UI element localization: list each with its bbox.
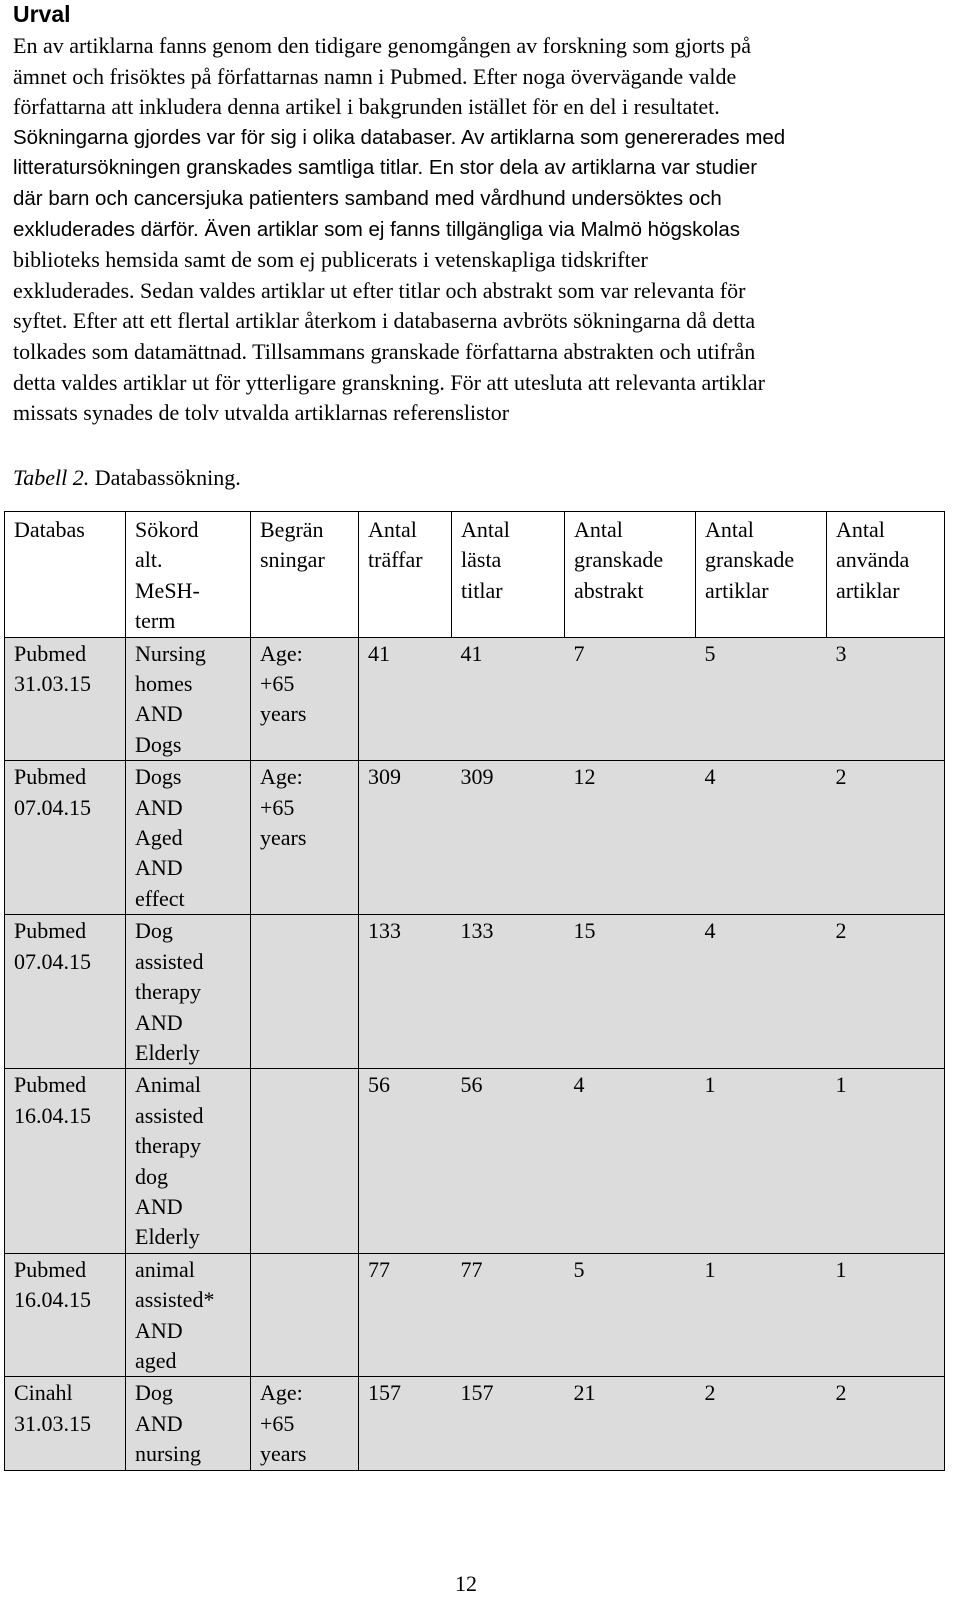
abstracts-cell: 5	[565, 1253, 696, 1377]
header-cell-line: term	[135, 608, 176, 634]
articles-cell: 2	[696, 1377, 827, 1470]
limits-cell	[251, 1377, 359, 1470]
search-terms-cell-line: Dog	[135, 918, 173, 944]
header-cell-line: granskade	[574, 547, 664, 573]
caption-text: Databassökning.	[89, 465, 241, 490]
abstracts-cell: 7	[565, 637, 696, 761]
search-terms-cell-line: AND	[135, 855, 183, 881]
database-cell-line: Pubmed	[14, 1072, 87, 1098]
search-terms-cell-line: assisted	[135, 948, 204, 974]
limits-cell	[251, 915, 359, 1069]
search-terms-cell-line: Animal	[135, 1072, 201, 1098]
titles-cell: 77	[452, 1253, 565, 1377]
limits-cell	[251, 1253, 359, 1377]
limits-cell-line: years	[260, 825, 307, 851]
header-cell-line: Antal	[461, 517, 510, 542]
header-begransningar	[251, 512, 359, 638]
header-antal-granskade-artiklar	[696, 512, 827, 638]
header-cell-line: Antal	[705, 517, 754, 542]
search-terms-cell-line: Nursing	[135, 640, 206, 666]
titles-cell: 56	[452, 1069, 565, 1253]
hits-cell: 309	[359, 761, 452, 915]
database-cell	[5, 1377, 126, 1470]
titles-cell: 133	[452, 915, 565, 1069]
header-antal-granskade-abstrakt	[565, 512, 696, 638]
search-terms-cell-line: AND	[135, 1317, 183, 1343]
search-terms-cell	[126, 1377, 251, 1470]
header-databas	[5, 512, 126, 638]
header-cell-line: alt.	[135, 547, 163, 573]
search-terms-cell-line: effect	[135, 885, 185, 911]
paragraph-line: ämnet och frisöktes på författarnas namn i Pubmed. Efter noga övervägande valde	[13, 63, 737, 89]
database-cell-line: 16.04.15	[14, 1287, 91, 1313]
limits-cell	[251, 761, 359, 915]
search-terms-cell-line: nursing	[135, 1441, 201, 1467]
limits-cell-line: years	[260, 1441, 307, 1467]
table-row	[5, 1377, 945, 1470]
database-cell	[5, 915, 126, 1069]
header-antal-anvanda-artiklar	[827, 512, 945, 638]
paragraph-line: där barn och cancersjuka patienters samband med vårdhund undersöktes och	[13, 186, 722, 210]
articles-cell: 5	[696, 637, 827, 761]
header-antal-traffar	[359, 512, 452, 638]
search-terms-cell-line: animal	[135, 1256, 195, 1282]
limits-cell	[251, 637, 359, 761]
table-header-row	[5, 512, 945, 638]
table-caption	[13, 463, 241, 493]
search-terms-cell	[126, 637, 251, 761]
search-terms-cell-line: Dogs	[135, 764, 182, 790]
hits-cell: 133	[359, 915, 452, 1069]
search-terms-cell	[126, 915, 251, 1069]
database-cell-line: Pubmed	[14, 918, 87, 944]
used-cell: 3	[827, 637, 945, 761]
table-row	[5, 637, 945, 761]
search-terms-cell-line: assisted*	[135, 1287, 215, 1313]
header-cell-line: lästa	[461, 547, 502, 573]
header-cell-line: artiklar	[705, 577, 769, 603]
paragraph-line: missats synades de tolv utvalda artiklarnas referenslistor	[13, 400, 510, 426]
used-cell: 1	[827, 1069, 945, 1253]
header-cell-line: träffar	[368, 547, 423, 573]
header-cell-line: Sökord	[135, 517, 199, 542]
database-cell-line: 31.03.15	[14, 1410, 91, 1436]
header-cell-line: abstrakt	[574, 577, 644, 603]
articles-cell: 4	[696, 761, 827, 915]
paragraph-line: detta valdes artiklar ut för ytterligare granskning. För att utesluta att relevanta artiklar	[13, 369, 765, 395]
table-row	[5, 761, 945, 915]
search-terms-cell-line: Elderly	[135, 1224, 200, 1250]
limits-cell-line: years	[260, 701, 307, 727]
search-terms-cell-line: AND	[135, 794, 183, 820]
abstracts-cell: 12	[565, 761, 696, 915]
table-row	[5, 1069, 945, 1253]
paragraph-line: syftet. Efter att ett flertal artiklar återkom i databaserna avbröts sökningarna då detta	[13, 308, 756, 334]
limits-cell	[251, 1069, 359, 1253]
header-antal-lasta-titlar	[452, 512, 565, 638]
paragraph-line: En av artiklarna fanns genom den tidigare genomgången av forskning som gjorts på	[13, 33, 752, 58]
paragraph-line: Sökningarna gjordes var för sig i olika databaser. Av artiklarna som genererades med	[13, 125, 786, 149]
paragraph-line: författarna att inkludera denna artikel i bakgrunden istället för en del i resultatet.	[13, 94, 720, 120]
search-terms-cell-line: Dog	[135, 1380, 173, 1406]
limits-cell-line: Age:	[260, 764, 303, 790]
database-cell-line: Cinahl	[14, 1380, 73, 1406]
header-cell-line: Begrän	[260, 517, 324, 542]
database-cell-line: 07.04.15	[14, 794, 91, 820]
titles-cell: 157	[452, 1377, 565, 1470]
used-cell: 2	[827, 761, 945, 915]
paragraph-line: exkluderades. Sedan valdes artiklar ut efter titlar och abstrakt som var relevanta för	[13, 277, 746, 303]
abstracts-cell: 4	[565, 1069, 696, 1253]
database-cell-line: 31.03.15	[14, 671, 91, 697]
articles-cell: 4	[696, 915, 827, 1069]
limits-cell-line: Age:	[260, 640, 303, 666]
search-terms-cell-line: AND	[135, 1193, 183, 1219]
hits-cell: 157	[359, 1377, 452, 1470]
abstracts-cell: 21	[565, 1377, 696, 1470]
body-paragraph	[13, 31, 948, 429]
paragraph-line: tolkades som datamättnad. Tillsammans granskade författarna abstrakten och utifrån	[13, 338, 756, 364]
database-cell	[5, 1069, 126, 1253]
limits-cell-line: +65	[260, 1410, 295, 1436]
articles-cell: 1	[696, 1069, 827, 1253]
database-search-table	[4, 511, 945, 1471]
page-number: 12	[455, 1571, 477, 1596]
database-cell-line: Pubmed	[14, 1256, 87, 1282]
titles-cell: 41	[452, 637, 565, 761]
paragraph-line: litteratursökningen granskades samtliga titlar. En stor dela av artiklarna var studier	[13, 156, 758, 180]
header-cell-line: sningar	[260, 547, 325, 573]
header-cell-line: Antal	[836, 517, 885, 542]
table-row	[5, 1253, 945, 1377]
search-terms-cell	[126, 1069, 251, 1253]
abstracts-cell: 15	[565, 915, 696, 1069]
limits-cell-line: +65	[260, 671, 295, 697]
header-cell-line: Databas	[14, 517, 85, 542]
hits-cell: 56	[359, 1069, 452, 1253]
search-terms-cell-line: therapy	[135, 1133, 201, 1159]
header-cell-line: Antal	[574, 517, 623, 542]
search-terms-cell-line: AND	[135, 1410, 183, 1436]
search-terms-cell	[126, 761, 251, 915]
section-heading: Urval	[13, 1, 71, 27]
search-terms-cell-line: assisted	[135, 1102, 204, 1128]
database-cell-line: Pubmed	[14, 640, 87, 666]
search-terms-cell-line: aged	[135, 1347, 177, 1373]
used-cell: 1	[827, 1253, 945, 1377]
database-cell	[5, 1253, 126, 1377]
paragraph-line: exkluderades därför. Även artiklar som ej fanns tillgängliga via Malmö högskolas	[13, 217, 740, 241]
limits-cell-line: +65	[260, 794, 295, 820]
search-terms-cell-line: therapy	[135, 979, 201, 1005]
search-terms-cell-line: AND	[135, 1009, 183, 1035]
database-cell-line: 16.04.15	[14, 1102, 91, 1128]
search-terms-cell-line: homes	[135, 671, 193, 697]
paragraph-line: biblioteks hemsida samt de som ej publicerats i vetenskapliga tidskrifter	[13, 247, 648, 273]
header-cell-line: granskade	[705, 547, 795, 573]
search-terms-cell-line: Elderly	[135, 1039, 200, 1065]
header-sokord	[126, 512, 251, 638]
articles-cell: 1	[696, 1253, 827, 1377]
search-terms-cell-line: Aged	[135, 825, 183, 851]
header-cell-line: Antal	[368, 517, 417, 542]
table-body	[5, 512, 945, 1471]
search-terms-cell-line: Dogs	[135, 731, 182, 757]
limits-cell-line: Age:	[260, 1380, 303, 1406]
database-cell-line: Pubmed	[14, 764, 87, 790]
header-cell-line: MeSH-	[135, 577, 200, 603]
header-cell-line: använda	[836, 547, 910, 573]
database-cell	[5, 637, 126, 761]
header-cell-line: artiklar	[836, 577, 900, 603]
search-terms-cell-line: dog	[135, 1163, 168, 1189]
hits-cell: 77	[359, 1253, 452, 1377]
database-cell-line: 07.04.15	[14, 948, 91, 974]
search-terms-cell-line: AND	[135, 701, 183, 727]
titles-cell: 309	[452, 761, 565, 915]
header-cell-line: titlar	[461, 577, 503, 603]
used-cell: 2	[827, 915, 945, 1069]
search-terms-cell	[126, 1253, 251, 1377]
used-cell: 2	[827, 1377, 945, 1470]
database-cell	[5, 761, 126, 915]
caption-label: Tabell 2.	[13, 465, 90, 490]
hits-cell: 41	[359, 637, 452, 761]
table-row	[5, 915, 945, 1069]
